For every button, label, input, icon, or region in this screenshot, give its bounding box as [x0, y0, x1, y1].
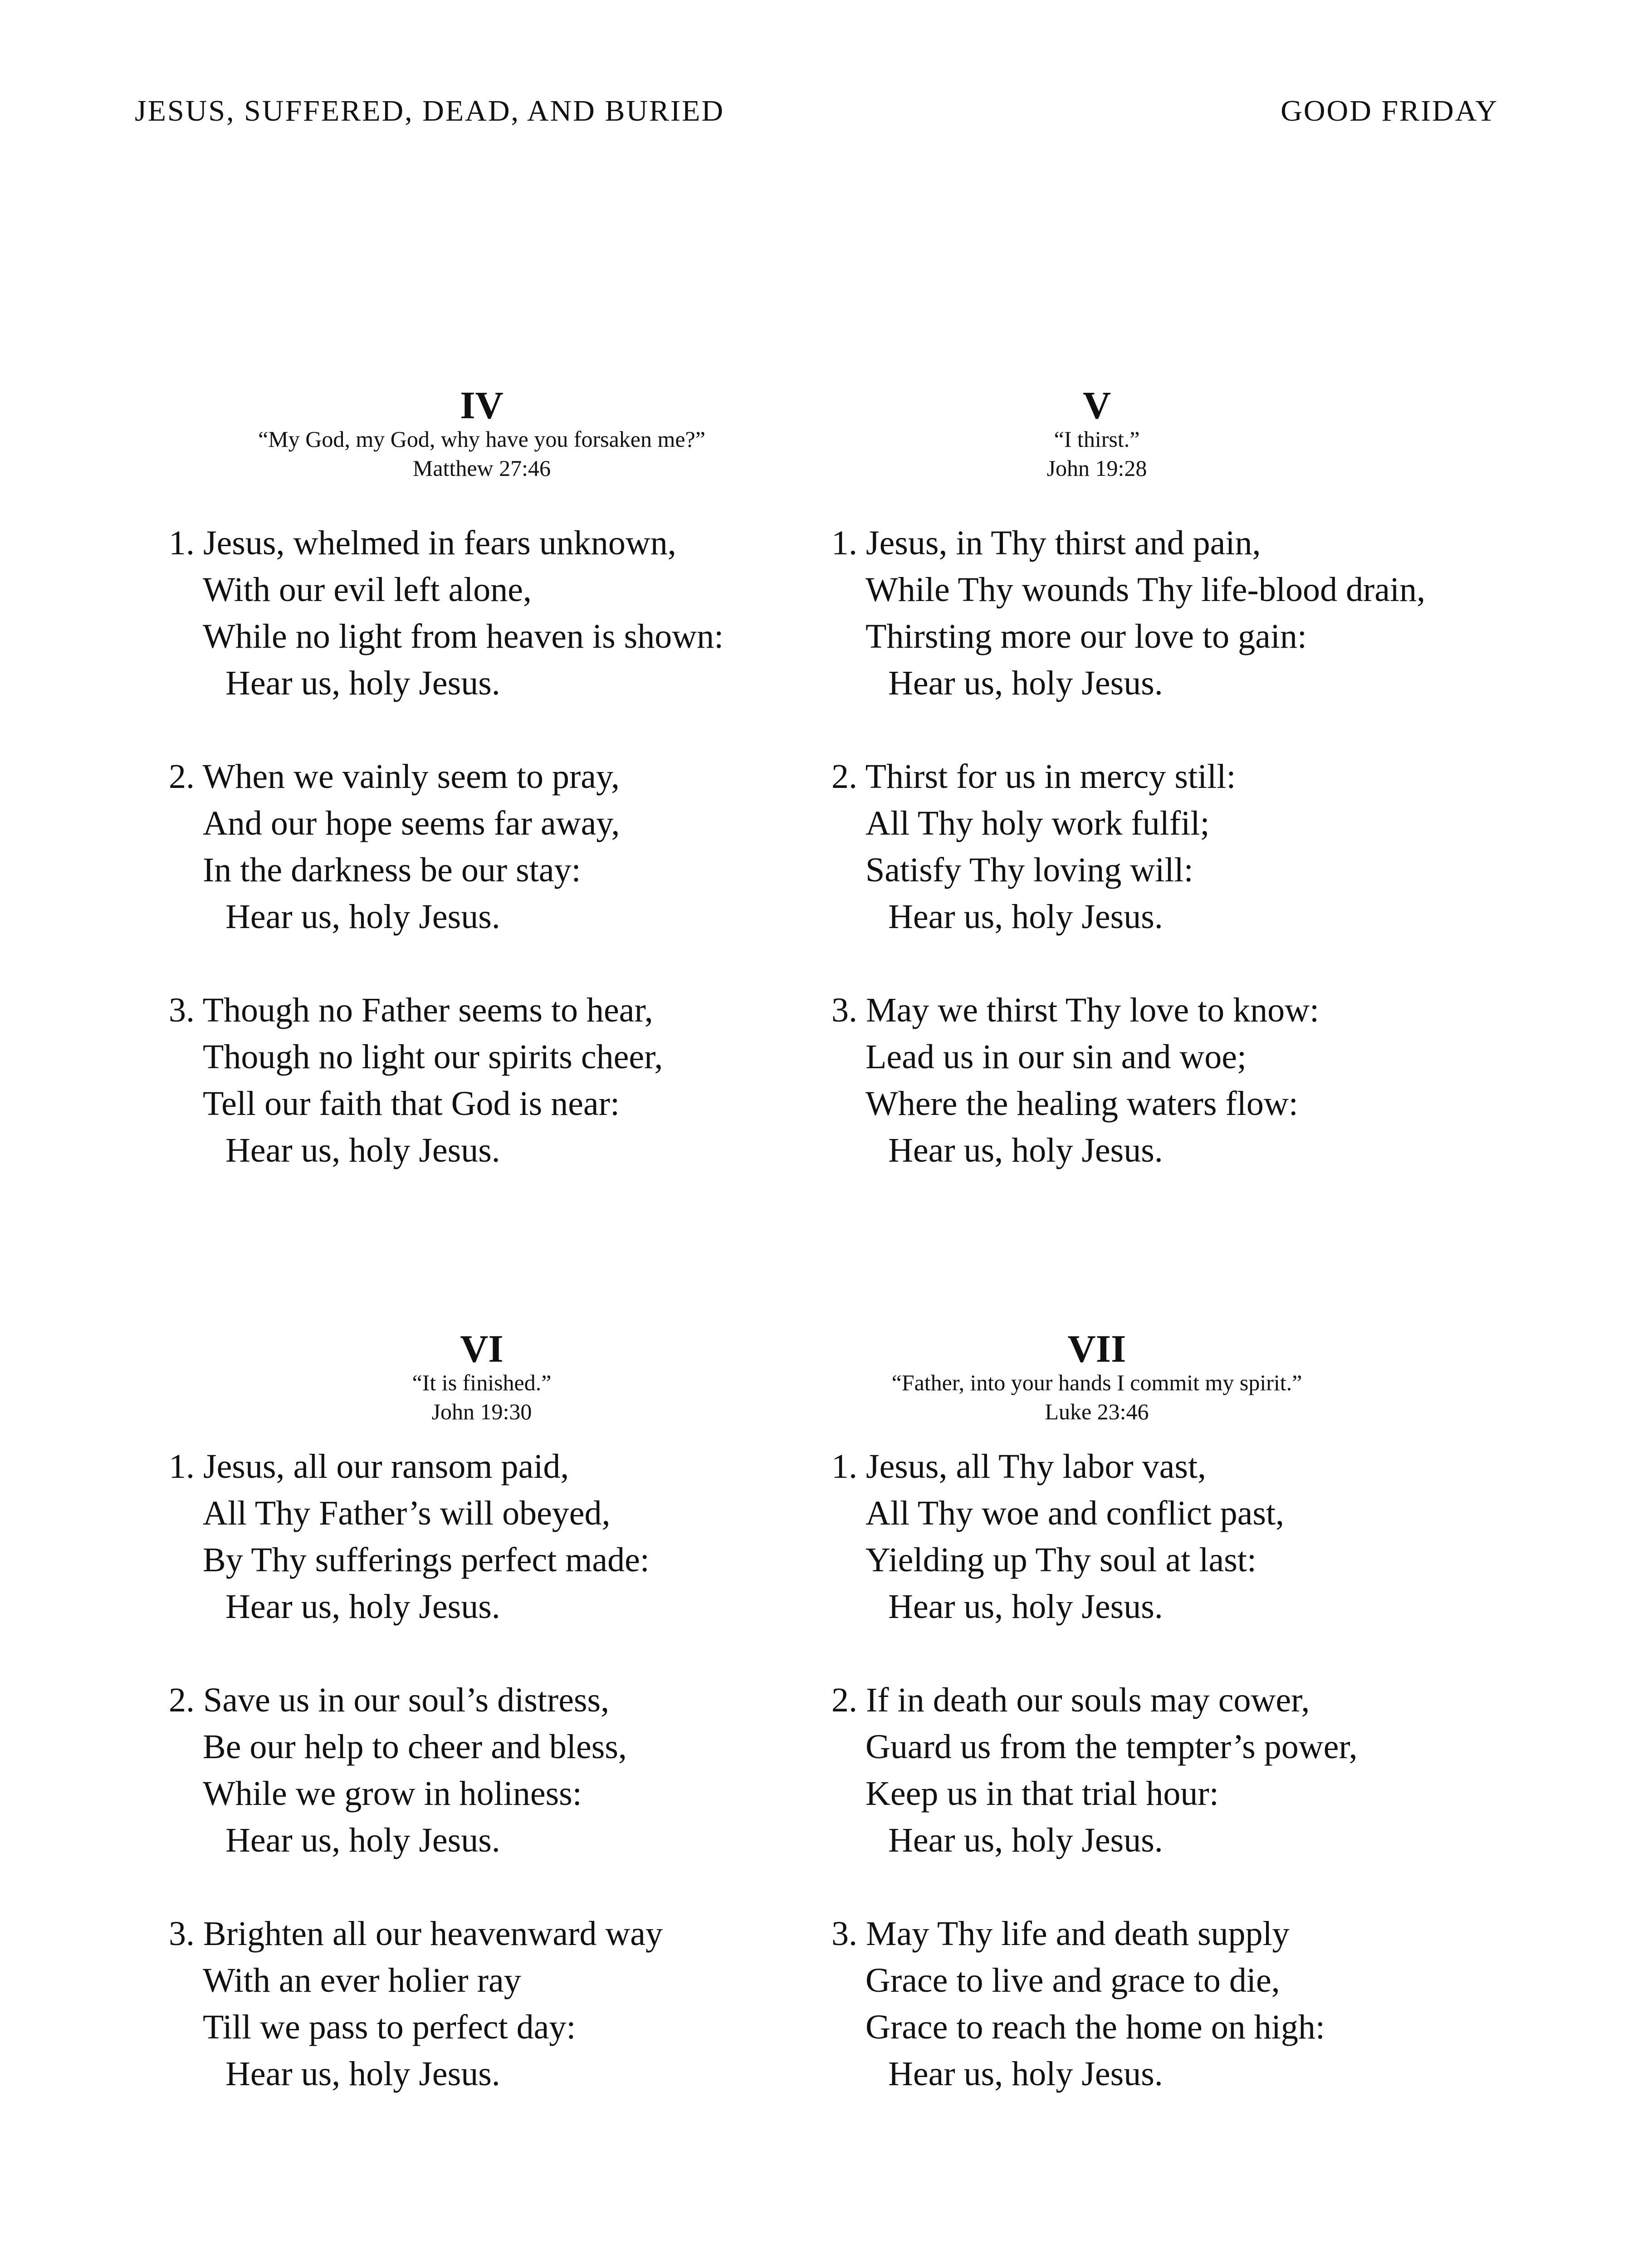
verse-line: In the darkness be our stay: — [203, 851, 581, 889]
verse-line: Though no light our spirits cheer, — [203, 1038, 663, 1076]
verse-line: 2. Thirst for us in mercy still: — [831, 758, 1236, 796]
stanza — [797, 753, 1532, 940]
section-heading — [797, 383, 1396, 483]
verse-line: All Thy holy work fulfil; — [865, 804, 1210, 842]
stanza — [135, 1677, 870, 1864]
refrain-line: Hear us, holy Jesus. — [225, 664, 500, 702]
verse-line: Thirsting more our love to gain: — [865, 617, 1307, 655]
verses — [135, 520, 870, 1174]
verse-line: 1. Jesus, all Thy labor vast, — [831, 1447, 1207, 1486]
verse-line: 1. Jesus, all our ransom paid, — [169, 1447, 569, 1486]
scripture-quote: “I thirst.” — [1054, 426, 1140, 452]
section-numeral: VI — [460, 1327, 504, 1370]
verse-line: Where the healing waters flow: — [865, 1085, 1298, 1123]
verse-line: 2. Save us in our soul’s distress, — [169, 1681, 610, 1719]
refrain-line: Hear us, holy Jesus. — [225, 1821, 500, 1859]
verse-line: 1. Jesus, in Thy thirst and pain, — [831, 524, 1261, 562]
stanza — [135, 1911, 870, 2097]
running-head-right: GOOD FRIDAY — [1281, 94, 1498, 127]
scripture-reference: John 19:28 — [1046, 455, 1147, 481]
refrain-line: Hear us, holy Jesus. — [888, 2055, 1163, 2093]
scripture-reference: Matthew 27:46 — [412, 455, 551, 481]
verses — [797, 1443, 1532, 2097]
verse-line: 3. May we thirst Thy love to know: — [831, 991, 1320, 1029]
verses — [135, 1443, 870, 2097]
stanza — [797, 520, 1532, 707]
section-heading — [135, 383, 829, 483]
verse-line: Satisfy Thy loving will: — [865, 851, 1193, 889]
running-head-left: JESUS, SUFFERED, DEAD, AND BURIED — [135, 94, 724, 127]
verse-line: Be our help to cheer and bless, — [203, 1728, 627, 1766]
scripture-reference: Luke 23:46 — [1045, 1399, 1149, 1424]
refrain-line: Hear us, holy Jesus. — [225, 1131, 500, 1169]
section-v — [797, 383, 1532, 1221]
verse-line: Grace to reach the home on high: — [865, 2008, 1325, 2046]
verse-line: While no light from heaven is shown: — [203, 617, 724, 655]
section-numeral: IV — [460, 383, 504, 427]
verses — [797, 520, 1532, 1174]
refrain-line: Hear us, holy Jesus. — [225, 2055, 500, 2093]
refrain-line: Hear us, holy Jesus. — [888, 1131, 1163, 1169]
section-heading — [797, 1329, 1396, 1426]
verse-line: Tell our faith that God is near: — [203, 1085, 620, 1123]
refrain-line: Hear us, holy Jesus. — [888, 1588, 1163, 1626]
verse-line: 2. When we vainly seem to pray, — [169, 758, 620, 796]
verse-line: 2. If in death our souls may cower, — [831, 1681, 1310, 1719]
verse-line: Keep us in that trial hour: — [865, 1774, 1219, 1813]
refrain-line: Hear us, holy Jesus. — [225, 898, 500, 936]
stanza — [135, 987, 870, 1174]
stanza — [135, 753, 870, 940]
verse-line: While we grow in holiness: — [203, 1774, 582, 1813]
stanza — [135, 520, 870, 707]
section-vi — [135, 1329, 870, 2144]
stanza — [135, 1443, 870, 1630]
refrain-line: Hear us, holy Jesus. — [888, 1821, 1163, 1859]
scripture-reference: John 19:30 — [431, 1399, 532, 1424]
verse-line: All Thy woe and conflict past, — [865, 1494, 1285, 1532]
refrain-line: Hear us, holy Jesus. — [225, 1588, 500, 1626]
verse-line: 3. Brighten all our heavenward way — [169, 1915, 663, 1953]
verse-line: All Thy Father’s will obeyed, — [203, 1494, 611, 1532]
scripture-quote: “Father, into your hands I commit my spirit.” — [891, 1370, 1302, 1395]
verse-line: With our evil left alone, — [203, 571, 532, 609]
verse-line: Grace to live and grace to die, — [865, 1961, 1280, 1999]
verse-line: Guard us from the tempter’s power, — [865, 1728, 1358, 1766]
verse-line: 3. Though no Father seems to hear, — [169, 991, 653, 1029]
refrain-line: Hear us, holy Jesus. — [888, 898, 1163, 936]
stanza — [797, 1443, 1532, 1630]
section-numeral: VII — [1067, 1327, 1126, 1370]
verse-line: 3. May Thy life and death supply — [831, 1915, 1290, 1953]
scripture-quote: “It is finished.” — [412, 1370, 552, 1395]
section-numeral: V — [1082, 383, 1111, 427]
section-heading — [135, 1329, 829, 1426]
verse-line: 1. Jesus, whelmed in fears unknown, — [169, 524, 676, 562]
verse-line: Lead us in our sin and woe; — [865, 1038, 1247, 1076]
verse-line: Yielding up Thy soul at last: — [865, 1541, 1257, 1579]
stanza — [797, 987, 1532, 1174]
section-vii — [797, 1329, 1532, 2144]
section-iv — [135, 383, 870, 1221]
verse-line: While Thy wounds Thy life-blood drain, — [865, 571, 1426, 609]
stanza — [797, 1911, 1532, 2097]
scripture-quote: “My God, my God, why have you forsaken me?” — [258, 426, 705, 452]
verse-line: And our hope seems far away, — [203, 804, 620, 842]
verse-line: By Thy sufferings perfect made: — [203, 1541, 650, 1579]
verse-line: With an ever holier ray — [203, 1961, 521, 1999]
stanza — [797, 1677, 1532, 1864]
refrain-line: Hear us, holy Jesus. — [888, 664, 1163, 702]
verse-line: Till we pass to perfect day: — [203, 2008, 576, 2046]
